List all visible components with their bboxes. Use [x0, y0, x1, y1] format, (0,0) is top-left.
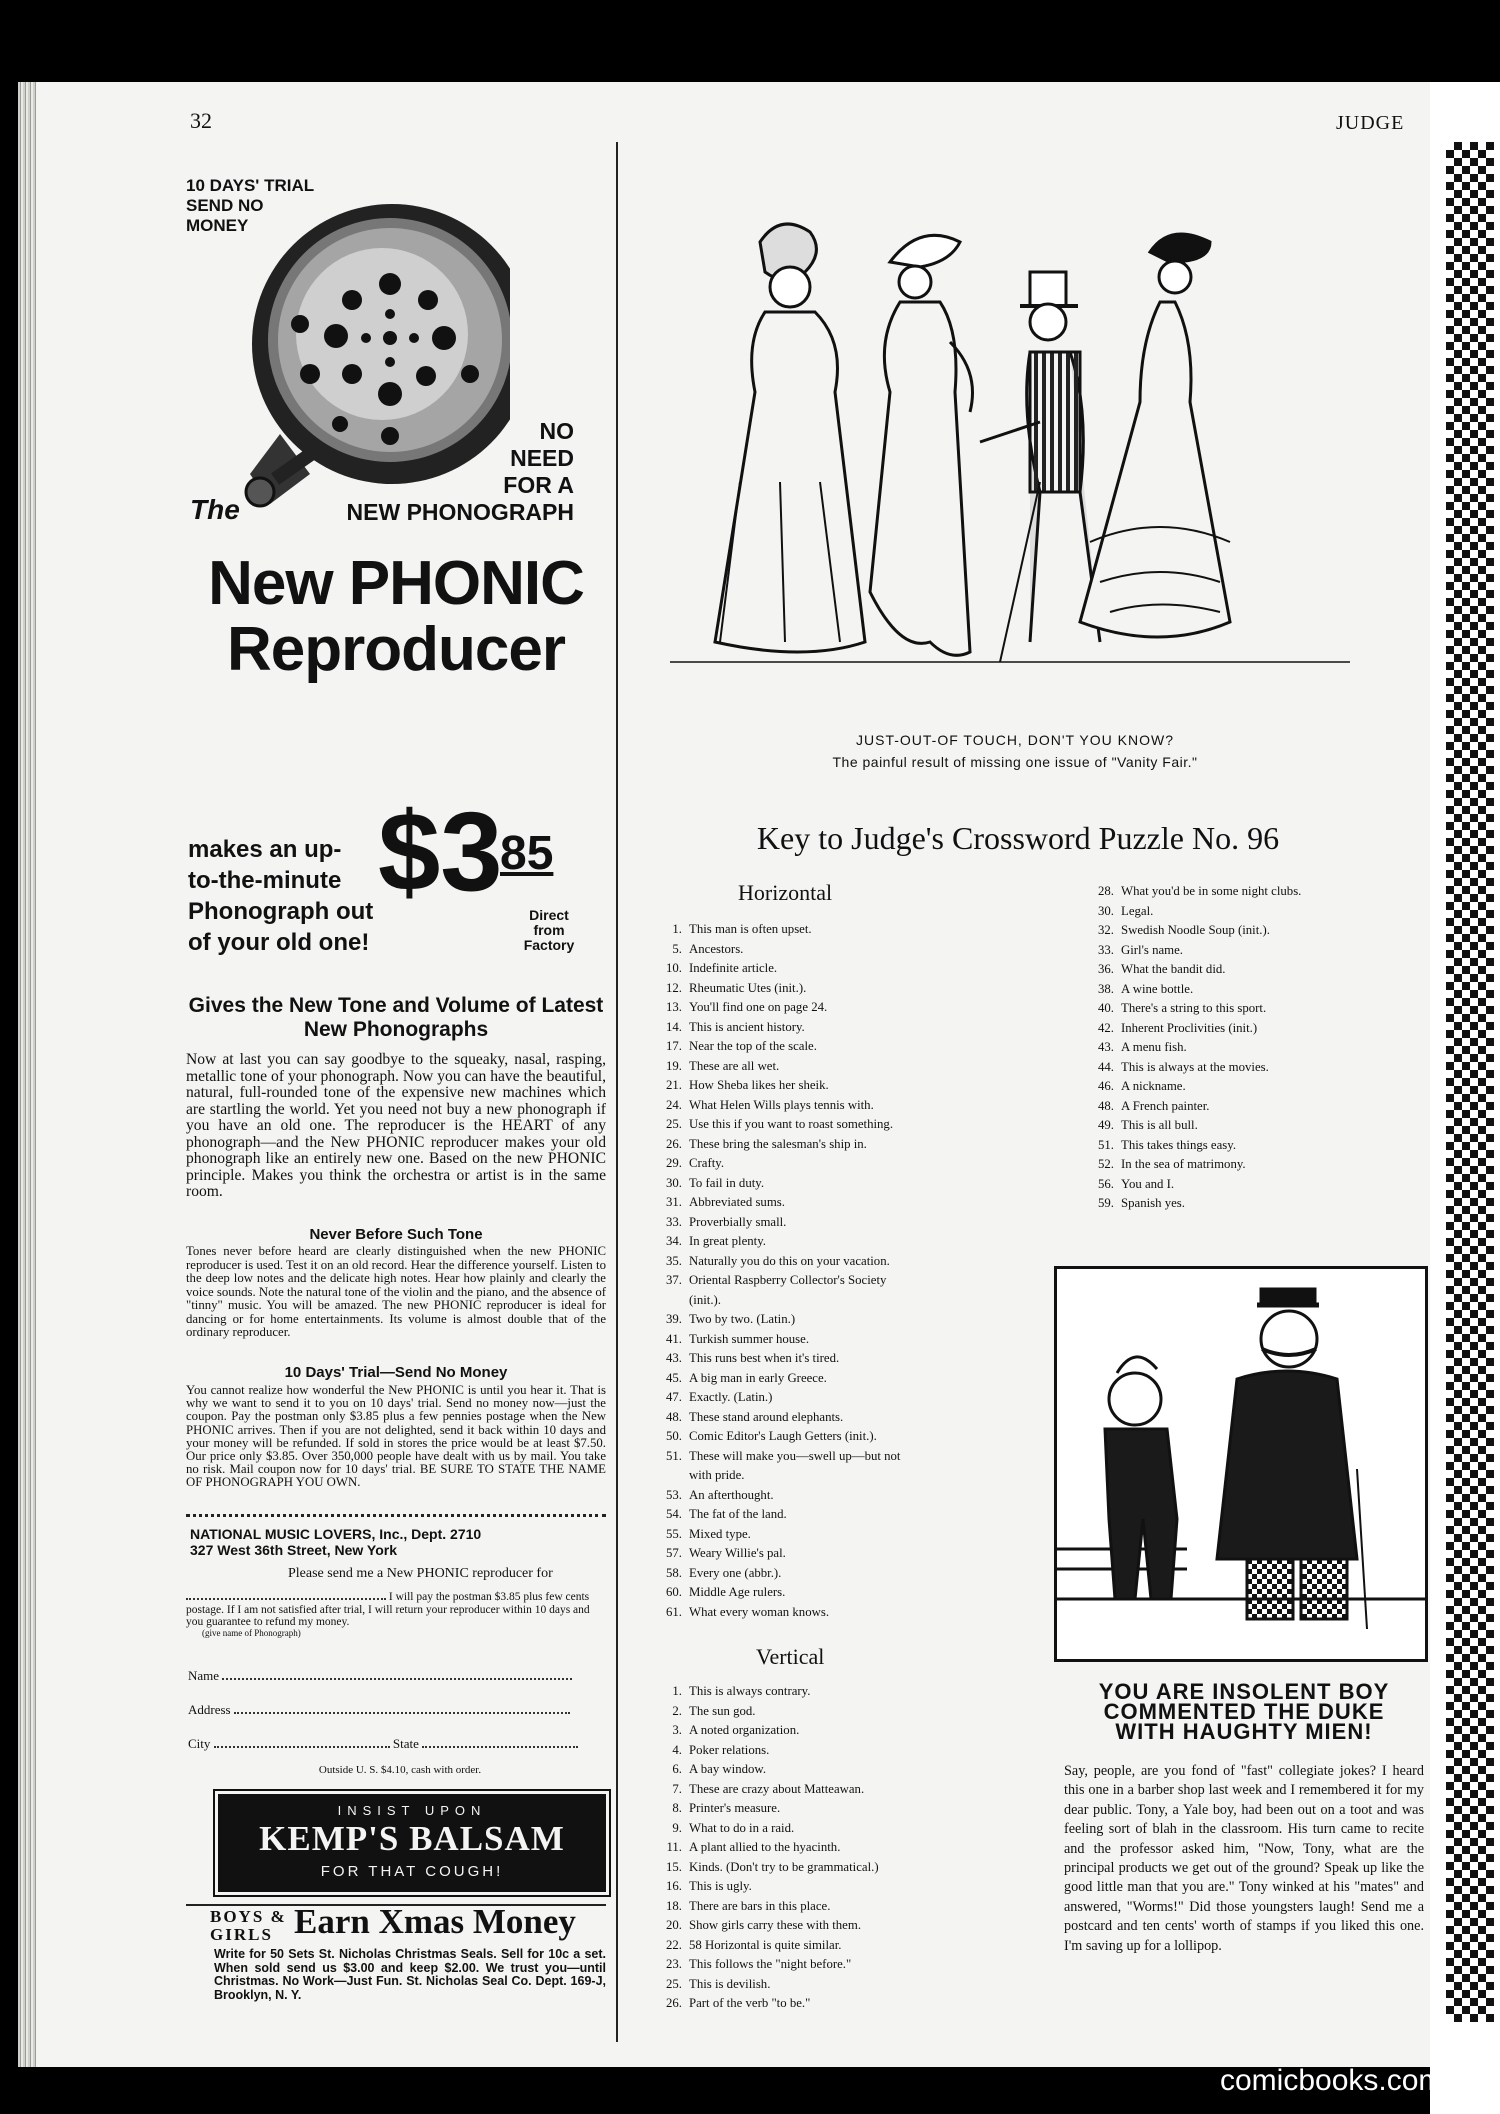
clue-item: [654, 1232, 900, 1252]
clue-item: [654, 1780, 879, 1800]
clue-number: 47.: [666, 1390, 682, 1404]
clue-item: [654, 1291, 900, 1311]
clue-item: [654, 1741, 879, 1761]
horizontal-clues-list-2: [1086, 882, 1301, 1214]
clue-text: An afterthought.: [689, 1487, 774, 1502]
clue-number: 60.: [666, 1585, 682, 1599]
clue-number: 35.: [666, 1253, 682, 1268]
kemps-balsam-ad: [218, 1794, 606, 1892]
clue-number: 30.: [666, 1175, 682, 1190]
clue-item: [1086, 1194, 1301, 1214]
clue-item: [654, 1018, 900, 1038]
clue-text: You'll find one on page 24.: [689, 1000, 828, 1014]
ad-body-paragraph-2: Tones never before heard are clearly distinguished when the new PHONIC reproducer is used. Test it on an old record. Hear the difference yourself. Listen to the deep low notes and the delicate high notes. Hear how plainly and clearly the voice sounds. Note the natural tone of the violin and the piano, and the absence of "tinny" music. You will be amazed. The new PHONIC reproducer is ideal for dancing or for home entertainments. Its volume is almost double that of the ordinary reproducer.: [186, 1244, 606, 1339]
clue-text: There are bars in this place.: [689, 1898, 831, 1913]
clue-text: This is devilish.: [689, 1976, 771, 1991]
clue-text: This is ancient history.: [689, 1019, 805, 1034]
clue-number: 37.: [666, 1273, 682, 1287]
ad-headline-line-2: Reproducer: [227, 615, 565, 684]
clue-text: Part of the verb "to be.": [689, 1996, 811, 2010]
clue-item: [654, 920, 900, 940]
clue-item: [654, 1525, 900, 1545]
cartoon-illustration: [650, 182, 1380, 742]
clue-number: 43.: [666, 1351, 682, 1365]
clue-number: 48.: [1098, 1098, 1114, 1113]
clue-number: 52.: [1098, 1157, 1114, 1171]
price-dollars: $3: [378, 789, 503, 914]
clue-number: 33.: [666, 1214, 682, 1229]
clue-item: [654, 1897, 879, 1917]
clue-number: 1.: [672, 922, 682, 936]
clue-item: [654, 1583, 900, 1603]
clue-item: [654, 940, 900, 960]
clue-number: 22.: [666, 1937, 682, 1952]
clue-number: 20.: [666, 1918, 682, 1932]
clue-text: Rheumatic Utes (init.).: [689, 980, 807, 995]
clue-number: 51.: [666, 1448, 682, 1463]
clue-item: [1086, 1077, 1301, 1097]
clue-number: 24.: [666, 1097, 682, 1112]
clue-item: [1086, 882, 1301, 902]
clue-number: 23.: [666, 1957, 682, 1971]
clue-number: 4.: [672, 1742, 682, 1757]
clue-text: You and I.: [1121, 1176, 1175, 1191]
clue-text: This takes things easy.: [1121, 1137, 1237, 1152]
clue-text: These stand around elephants.: [689, 1409, 844, 1424]
clue-number: 29.: [666, 1156, 682, 1170]
section-heading-tone: Never Before Such Tone: [309, 1226, 483, 1243]
clue-text: What to do in a raid.: [689, 1820, 795, 1835]
clue-item: [654, 1369, 900, 1389]
clue-number: 5.: [672, 941, 682, 956]
clue-number: 36.: [1098, 962, 1114, 976]
clue-text: This runs best when it's tired.: [689, 1351, 840, 1365]
clue-text: Mixed type.: [689, 1526, 751, 1541]
comic-caption: YOU ARE INSOLENT BOY COMMENTED THE DUKE WITH HAUGHTY MIEN!: [1098, 1679, 1390, 1744]
clue-number: 15.: [666, 1859, 682, 1874]
clue-item: [654, 1838, 879, 1858]
clue-item: [1086, 1097, 1301, 1117]
clue-text: The fat of the land.: [689, 1507, 787, 1521]
ad-subheading: Gives the New Tone and Volume of Latest New Phonographs: [188, 994, 604, 1041]
clue-number: 33.: [1098, 942, 1114, 957]
clue-item: [654, 1955, 879, 1975]
clue-number: 28.: [1098, 884, 1114, 898]
clue-text: What Helen Wills plays tennis with.: [689, 1097, 874, 1112]
city-field[interactable]: [214, 1736, 390, 1748]
coupon-name-row: [188, 1668, 604, 1684]
trial-tag: 10 DAYS' TRIAL SEND NO MONEY: [186, 176, 315, 235]
phonograph-reproducer-image: [240, 174, 510, 604]
clue-text: Abbreviated sums.: [689, 1195, 785, 1209]
clue-item: [654, 1271, 900, 1291]
crossword-key-title: Key to Judge's Crossword Puzzle No. 96: [756, 820, 1280, 856]
clue-text: A big man in early Greece.: [689, 1370, 827, 1385]
clue-item: [1086, 960, 1301, 980]
clue-number: 11.: [666, 1840, 682, 1854]
kemp-brand: KEMP'S BALSAM: [259, 1819, 565, 1858]
clue-text: This follows the "night before.": [689, 1957, 852, 1971]
xmas-headline: Earn Xmas Money: [294, 1902, 576, 1941]
clue-text: These are all wet.: [689, 1058, 780, 1073]
clue-number: 3.: [672, 1723, 682, 1737]
clue-item: [654, 1252, 900, 1272]
horizontal-heading: Horizontal: [738, 880, 833, 905]
clue-number: 50.: [666, 1429, 682, 1443]
clue-number: 25.: [666, 1976, 682, 1991]
clue-item: [654, 1388, 900, 1408]
clue-number: 13.: [666, 1000, 682, 1014]
clue-text: A nickname.: [1121, 1079, 1186, 1093]
page-number: 32: [190, 108, 212, 133]
clue-text: What you'd be in some night clubs.: [1121, 884, 1302, 898]
clue-text: A menu fish.: [1121, 1040, 1187, 1054]
coupon-request: Please send me a New PHONIC reproducer for: [288, 1566, 553, 1581]
clue-text: Crafty.: [689, 1156, 725, 1170]
price-note: Direct from Factory: [523, 907, 575, 953]
clue-number: 7.: [672, 1781, 682, 1796]
coupon-terms: [186, 1588, 606, 1639]
clue-item: [654, 1505, 900, 1525]
clue-text: These bring the salesman's ship in.: [689, 1136, 867, 1151]
clue-text: In great plenty.: [689, 1234, 766, 1248]
clue-text: A bay window.: [689, 1762, 767, 1776]
clue-item: [1086, 1038, 1301, 1058]
clue-item: [654, 1994, 879, 2014]
clue-text: Swedish Noodle Soup (init.).: [1121, 923, 1270, 937]
clue-text: Use this if you want to roast something.: [689, 1117, 894, 1131]
clue-number: 49.: [1098, 1118, 1114, 1132]
price-cents: 85: [500, 827, 554, 880]
clue-number: 34.: [666, 1234, 682, 1248]
clue-item: [654, 998, 900, 1018]
clue-number: 25.: [666, 1117, 682, 1131]
advertiser-address: NATIONAL MUSIC LOVERS, Inc., Dept. 2710 327 West 36th Street, New York: [190, 1526, 482, 1558]
clue-number: 2.: [672, 1703, 682, 1718]
clue-number: 48.: [666, 1409, 682, 1424]
clue-text: This man is often upset.: [689, 922, 812, 936]
clue-text: Every one (abbr.).: [689, 1565, 782, 1580]
clue-item: [654, 1564, 900, 1584]
clue-item: [654, 1193, 900, 1213]
clue-item: [654, 1721, 879, 1741]
clue-item: [654, 1799, 879, 1819]
clue-item: [1086, 1136, 1301, 1156]
clue-text: Indefinite article.: [689, 961, 778, 975]
kemp-insist: INSIST UPON: [337, 1803, 487, 1818]
clue-text: How Sheba likes her sheik.: [689, 1078, 829, 1092]
clue-text: Turkish summer house.: [689, 1331, 810, 1346]
the-word: The: [190, 494, 240, 525]
clue-text: A noted organization.: [689, 1723, 800, 1737]
clue-item: [654, 1447, 900, 1467]
clue-item: [654, 1349, 900, 1369]
clue-number: 6.: [672, 1762, 682, 1776]
clue-number: 31.: [666, 1195, 682, 1209]
no-need-text: NO NEED FOR A NEW PHONOGRAPH: [346, 418, 574, 525]
clue-text: Naturally you do this on your vacation.: [689, 1253, 890, 1268]
clue-text: with pride.: [689, 1468, 745, 1482]
clue-text: Spanish yes.: [1121, 1196, 1185, 1210]
clue-item: [654, 1877, 879, 1897]
clue-text: Middle Age rulers.: [689, 1585, 786, 1599]
vertical-heading: Vertical: [756, 1644, 825, 1669]
clue-item: [654, 1330, 900, 1350]
column-divider: [616, 142, 618, 2042]
clue-item: [654, 1076, 900, 1096]
clue-item: [654, 979, 900, 999]
clue-text: Show girls carry these with them.: [689, 1918, 862, 1932]
clue-item: [654, 1544, 900, 1564]
xmas-body: Write for 50 Sets St. Nicholas Christmas Seals. Sell for 10c a set. When sold send us $3.00 and keep $2.00. We trust you—until Christmas. No Work—Just Fun. St. Nicholas Seal Co. Dept. 169-J, Brooklyn, N. Y.: [214, 1947, 606, 2002]
clue-number: 10.: [666, 961, 682, 975]
clue-item: [654, 1486, 900, 1506]
clue-item: [654, 1427, 900, 1447]
clue-item: [654, 1154, 900, 1174]
city-field-label: City: [188, 1736, 211, 1751]
clue-item: [1086, 999, 1301, 1019]
clue-number: 19.: [666, 1058, 682, 1073]
clue-number: 26.: [666, 1996, 682, 2010]
clue-text: (init.).: [689, 1292, 721, 1307]
clue-number: 53.: [666, 1487, 682, 1502]
clue-item: [654, 1916, 879, 1936]
clue-item: [654, 1975, 879, 1995]
clue-item: [654, 1213, 900, 1233]
vertical-clues-list: [654, 1682, 879, 2014]
clue-text: Inherent Proclivities (init.): [1121, 1020, 1258, 1035]
clue-item: [654, 1096, 900, 1116]
clue-text: Legal.: [1121, 903, 1154, 918]
clue-number: 32.: [1098, 923, 1114, 937]
clue-item: [654, 1057, 900, 1077]
clue-number: 59.: [1098, 1196, 1114, 1210]
clue-text: This is ugly.: [689, 1879, 752, 1893]
clue-number: 1.: [672, 1684, 682, 1698]
horizontal-clues-list-1: [654, 920, 900, 1622]
clue-item: [1086, 902, 1301, 922]
clue-text: 58 Horizontal is quite similar.: [689, 1937, 842, 1952]
clue-item: [654, 1603, 900, 1623]
state-field[interactable]: [422, 1736, 578, 1748]
clue-number: 51.: [1098, 1137, 1114, 1152]
ad-body-paragraph-1: Now at last you can say goodbye to the squeaky, nasal, rasping, metallic tone of your phonograph. Now you can have the beautiful, natural, full-rounded tone of the expensive new machines which are startling the world. Yet you need not buy a new phonograph if you have an old one. The reproducer is the HEART of any phonograph—and the New PHONIC reproducer makes your old phonograph like an entirely new one. Based on the new PHONIC principle. Makes you think the orchestra or artist is in the same room.: [186, 1051, 606, 1200]
clue-text: Two by two. (Latin.): [689, 1312, 796, 1326]
clue-text: These will make you—swell up—but not: [689, 1448, 901, 1463]
clue-text: Oriental Raspberry Collector's Society: [689, 1273, 887, 1287]
watermark: comicbooks.com: [1220, 2064, 1444, 2097]
clue-number: 8.: [672, 1801, 682, 1815]
comic-panel: [1054, 1266, 1428, 1662]
clue-text: Weary Willie's pal.: [689, 1546, 786, 1560]
cartoon-title: JUST-OUT-OF TOUCH, DON'T YOU KNOW?: [856, 732, 1174, 748]
clue-item: [1086, 1155, 1301, 1175]
clue-number: 57.: [666, 1546, 682, 1560]
address-field[interactable]: [234, 1702, 570, 1714]
coupon-address-row: [188, 1702, 604, 1718]
phonograph-name-blank[interactable]: [186, 1588, 386, 1600]
ad-headline-line-1: New PHONIC: [208, 549, 584, 618]
clue-number: 16.: [666, 1879, 682, 1893]
clue-text: Ancestors.: [689, 941, 744, 956]
clue-item: [654, 1936, 879, 1956]
running-head: JUDGE: [1336, 112, 1405, 134]
clue-number: 9.: [672, 1820, 682, 1835]
clue-text: Kinds. (Don't try to be grammatical.): [689, 1859, 879, 1874]
clue-text: A wine bottle.: [1121, 981, 1194, 996]
state-field-label: State: [392, 1736, 419, 1751]
clue-item: [1086, 980, 1301, 1000]
clue-number: 56.: [1098, 1176, 1114, 1191]
clue-item: [654, 1760, 879, 1780]
address-field-label: Address: [188, 1702, 231, 1717]
clue-number: 14.: [666, 1019, 682, 1034]
clue-item: [654, 1702, 879, 1722]
clue-text: There's a string to this sport.: [1121, 1001, 1267, 1015]
clue-number: 54.: [666, 1507, 682, 1521]
clue-text: To fail in duty.: [689, 1175, 765, 1190]
clue-number: 45.: [666, 1370, 682, 1385]
name-field-label: Name: [188, 1668, 220, 1683]
clue-item: [1086, 1175, 1301, 1195]
outside-us-note: Outside U. S. $4.10, cash with order.: [318, 1764, 482, 1776]
clue-item: [654, 1135, 900, 1155]
clue-number: 26.: [666, 1136, 682, 1151]
clue-number: 30.: [1098, 903, 1114, 918]
coupon-terms-text: I will pay the postman $3.85 plus few cents postage. If I am not satisfied after trial, I will return your reproducer within 10 days and you guarantee to refund my money.: [186, 1591, 590, 1628]
clue-text: What the bandit did.: [1121, 962, 1226, 976]
clue-number: 39.: [666, 1312, 682, 1326]
coupon-city-row: [188, 1736, 604, 1752]
page-binding: [18, 82, 36, 2067]
clue-number: 55.: [666, 1526, 682, 1541]
clue-item: [654, 1037, 900, 1057]
clue-text: Near the top of the scale.: [689, 1039, 817, 1053]
clue-item: [654, 1310, 900, 1330]
clue-number: 58.: [666, 1565, 682, 1580]
clue-text: This is all bull.: [1121, 1118, 1198, 1132]
clue-number: 41.: [666, 1331, 682, 1346]
clue-text: Girl's name.: [1121, 942, 1184, 957]
clue-text: What every woman knows.: [689, 1604, 830, 1619]
clue-number: 18.: [666, 1898, 682, 1913]
section-heading-trial: 10 Days' Trial—Send No Money: [284, 1364, 508, 1381]
clue-number: 17.: [666, 1039, 682, 1053]
adjacent-page-edge: [1430, 82, 1500, 2114]
clue-text: In the sea of matrimony.: [1121, 1157, 1246, 1171]
clue-text: A French painter.: [1121, 1098, 1210, 1113]
clue-text: Printer's measure.: [689, 1801, 781, 1815]
clue-number: 46.: [1098, 1079, 1114, 1093]
cartoon-caption: The painful result of missing one issue of "Vanity Fair.": [832, 754, 1198, 770]
name-field[interactable]: [222, 1668, 572, 1680]
clue-item: [654, 959, 900, 979]
clue-text: Exactly. (Latin.): [689, 1390, 773, 1404]
clue-text: Comic Editor's Laugh Getters (init.).: [689, 1429, 877, 1443]
clue-text: Poker relations.: [689, 1742, 770, 1757]
clue-number: 43.: [1098, 1040, 1114, 1054]
boys-girls-label: BOYS & GIRLS: [210, 1907, 287, 1944]
clue-item: [654, 1858, 879, 1878]
clue-item: [1086, 1116, 1301, 1136]
coupon-divider: [186, 1514, 606, 1517]
kemp-tagline: FOR THAT COUGH!: [320, 1863, 504, 1880]
clue-number: 42.: [1098, 1020, 1114, 1035]
magazine-page: [18, 82, 1430, 2067]
clue-item: [1086, 1058, 1301, 1078]
clue-item: [654, 1682, 879, 1702]
checker-border: [1446, 142, 1494, 2022]
clue-number: 40.: [1098, 1001, 1114, 1015]
clue-text: This is always at the movies.: [1121, 1059, 1269, 1074]
clue-item: [654, 1466, 900, 1486]
comic-illustration: [1057, 1269, 1425, 1659]
clue-number: 44.: [1098, 1059, 1114, 1074]
clue-item: [654, 1115, 900, 1135]
clue-number: 21.: [666, 1078, 682, 1092]
clue-item: [1086, 921, 1301, 941]
makes-text: makes an up- to-the-minute Phonograph out of your old one!: [188, 836, 374, 956]
coupon-hint: (give name of Phonograph): [202, 1627, 301, 1638]
joke-text: Say, people, are you fond of "fast" collegiate jokes? I heard this one in a barber shop last week and I remembered it for my dear public. Tony, a Yale boy, had been out on a toot and was feeling sort of blah in the classroom. His turn came to recite and the professor asked him, "Now, Tony, what are the principal products we get out of the ground? Speak up like the good little man that you are." Tony winked at his "mates" and answered, "Worms!" Did those youngsters laugh! Send me a postcard and ten cents' worth of stamps if you liked this one. I'm saving up for a lollipop.: [1064, 1763, 1424, 1954]
clue-number: 61.: [666, 1604, 682, 1619]
ad-body-paragraph-3: You cannot realize how wonderful the New PHONIC is until you hear it. That is why we want to send it to you on 10 days' trial. Send no money now—just the coupon. Pay the postman only $3.85 plus a few pennies postage when the New PHONIC arrives. Then if you are not delighted, send it back within 10 days and your money will be refunded. If sold in stores the price would be at least $7.50. Our price only $3.85. Over 350,000 people have dealt with us by mail. You take no risk. Mail coupon now for 10 days' trial. BE SURE TO STATE THE NAME OF PHONOGRAPH YOU OWN.: [186, 1383, 606, 1490]
clue-number: 12.: [666, 980, 682, 995]
clue-text: The sun god.: [689, 1703, 756, 1718]
clue-item: [654, 1174, 900, 1194]
clue-text: Proverbially small.: [689, 1214, 787, 1229]
clue-text: These are crazy about Matteawan.: [689, 1781, 865, 1796]
clue-item: [1086, 941, 1301, 961]
clue-item: [1086, 1019, 1301, 1039]
clue-item: [654, 1819, 879, 1839]
clue-text: A plant allied to the hyacinth.: [689, 1840, 841, 1854]
clue-number: 38.: [1098, 981, 1114, 996]
clue-item: [654, 1408, 900, 1428]
clue-text: This is always contrary.: [689, 1684, 811, 1698]
